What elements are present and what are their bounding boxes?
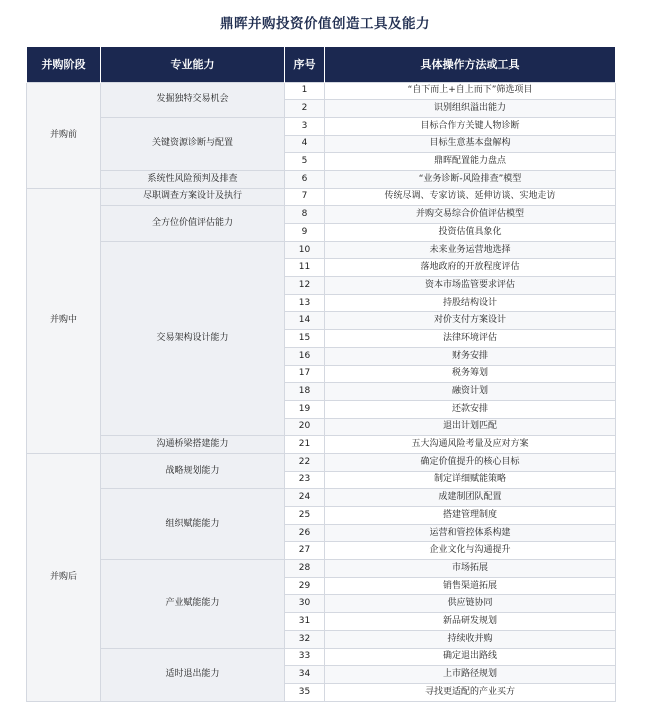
skill-cell: 组织赋能能力 <box>101 489 285 560</box>
item-method: “业务诊断-风险排查”模型 <box>325 170 616 188</box>
item-number: 33 <box>285 648 325 666</box>
item-number: 13 <box>285 294 325 312</box>
header-stage: 并购阶段 <box>27 47 101 82</box>
page-title: 鼎晖并购投资价值创造工具及能力 <box>220 16 430 32</box>
item-method: 企业文化与沟通提升 <box>325 542 616 560</box>
item-number: 19 <box>285 400 325 418</box>
table-row <box>27 436 616 454</box>
item-method: 运营和管控体系构建 <box>325 524 616 542</box>
item-number: 16 <box>285 347 325 365</box>
item-method: 搭建管理制度 <box>325 507 616 525</box>
table-row <box>27 188 616 206</box>
item-number: 32 <box>285 630 325 648</box>
item-method: 投资估值具象化 <box>325 224 616 242</box>
item-number: 12 <box>285 277 325 295</box>
item-number: 8 <box>285 206 325 224</box>
table-body <box>27 82 616 701</box>
item-number: 27 <box>285 542 325 560</box>
item-method: 寻找更适配的产业买方 <box>325 683 616 701</box>
item-number: 9 <box>285 224 325 242</box>
skill-cell: 全方位价值评估能力 <box>101 206 285 241</box>
item-method: 市场拓展 <box>325 560 616 578</box>
item-number: 20 <box>285 418 325 436</box>
table-row <box>27 648 616 666</box>
item-number: 23 <box>285 471 325 489</box>
item-method: 资本市场监管要求评估 <box>325 277 616 295</box>
item-method: 税务筹划 <box>325 365 616 383</box>
item-number: 14 <box>285 312 325 330</box>
skill-cell: 交易架构设计能力 <box>101 241 285 436</box>
item-number: 22 <box>285 453 325 471</box>
item-number: 35 <box>285 683 325 701</box>
item-method: 确定价值提升的核心目标 <box>325 453 616 471</box>
table-row <box>27 560 616 578</box>
item-number: 34 <box>285 666 325 684</box>
item-number: 15 <box>285 330 325 348</box>
item-method: 并购交易综合价值评估模型 <box>325 206 616 224</box>
item-number: 2 <box>285 100 325 118</box>
table-row <box>27 117 616 135</box>
item-number: 1 <box>285 82 325 100</box>
item-method: 传统尽调、专家访谈、延伸访谈、实地走访 <box>325 188 616 206</box>
item-method: 制定详细赋能策略 <box>325 471 616 489</box>
item-number: 28 <box>285 560 325 578</box>
table-row <box>27 82 616 100</box>
stage-cell: 并购前 <box>27 82 101 188</box>
item-method: 落地政府的开放程度评估 <box>325 259 616 277</box>
header-number: 序号 <box>285 47 325 82</box>
table-row <box>27 489 616 507</box>
item-method: 五大沟通风险考量及应对方案 <box>325 436 616 454</box>
item-method: “自下而上+自上而下”筛选项目 <box>325 82 616 100</box>
skill-cell: 发掘独特交易机会 <box>101 82 285 117</box>
item-number: 4 <box>285 135 325 153</box>
item-number: 10 <box>285 241 325 259</box>
item-number: 5 <box>285 153 325 171</box>
skill-cell: 系统性风险预判及排查 <box>101 170 285 188</box>
item-number: 26 <box>285 524 325 542</box>
item-method: 未来业务运营地选择 <box>325 241 616 259</box>
item-method: 融资计划 <box>325 383 616 401</box>
item-method: 识别组织溢出能力 <box>325 100 616 118</box>
item-method: 持股结构设计 <box>325 294 616 312</box>
item-number: 31 <box>285 613 325 631</box>
item-number: 29 <box>285 577 325 595</box>
header-skill: 专业能力 <box>101 47 285 82</box>
item-number: 6 <box>285 170 325 188</box>
skill-cell: 关键资源诊断与配置 <box>101 117 285 170</box>
item-method: 目标生意基本盘解构 <box>325 135 616 153</box>
table-row <box>27 206 616 224</box>
item-number: 11 <box>285 259 325 277</box>
skill-cell: 沟通桥梁搭建能力 <box>101 436 285 454</box>
item-method: 财务安排 <box>325 347 616 365</box>
item-number: 3 <box>285 117 325 135</box>
stage-cell: 并购后 <box>27 453 101 701</box>
skill-cell: 战略规划能力 <box>101 453 285 488</box>
skill-cell: 尽职调查方案设计及执行 <box>101 188 285 206</box>
item-number: 25 <box>285 507 325 525</box>
table-header-row <box>27 47 616 82</box>
item-number: 21 <box>285 436 325 454</box>
item-method: 成建制团队配置 <box>325 489 616 507</box>
item-number: 7 <box>285 188 325 206</box>
stage-cell: 并购中 <box>27 188 101 453</box>
item-method: 目标合作方关键人物诊断 <box>325 117 616 135</box>
item-number: 30 <box>285 595 325 613</box>
skill-cell: 适时退出能力 <box>101 648 285 701</box>
item-method: 确定退出路线 <box>325 648 616 666</box>
item-number: 18 <box>285 383 325 401</box>
item-method: 鼎晖配置能力盘点 <box>325 153 616 171</box>
table-row <box>27 241 616 259</box>
item-method: 对价支付方案设计 <box>325 312 616 330</box>
table-row <box>27 453 616 471</box>
item-method: 退出计划匹配 <box>325 418 616 436</box>
skill-cell: 产业赋能能力 <box>101 560 285 648</box>
table-row <box>27 170 616 188</box>
item-method: 销售渠道拓展 <box>325 577 616 595</box>
item-method: 还款安排 <box>325 400 616 418</box>
header-method: 具体操作方法或工具 <box>325 47 616 82</box>
item-method: 持续收并购 <box>325 630 616 648</box>
item-method: 新品研发规划 <box>325 613 616 631</box>
capability-table <box>26 47 616 702</box>
item-number: 17 <box>285 365 325 383</box>
item-method: 法律环境评估 <box>325 330 616 348</box>
item-method: 供应链协同 <box>325 595 616 613</box>
item-number: 24 <box>285 489 325 507</box>
item-method: 上市路径规划 <box>325 666 616 684</box>
